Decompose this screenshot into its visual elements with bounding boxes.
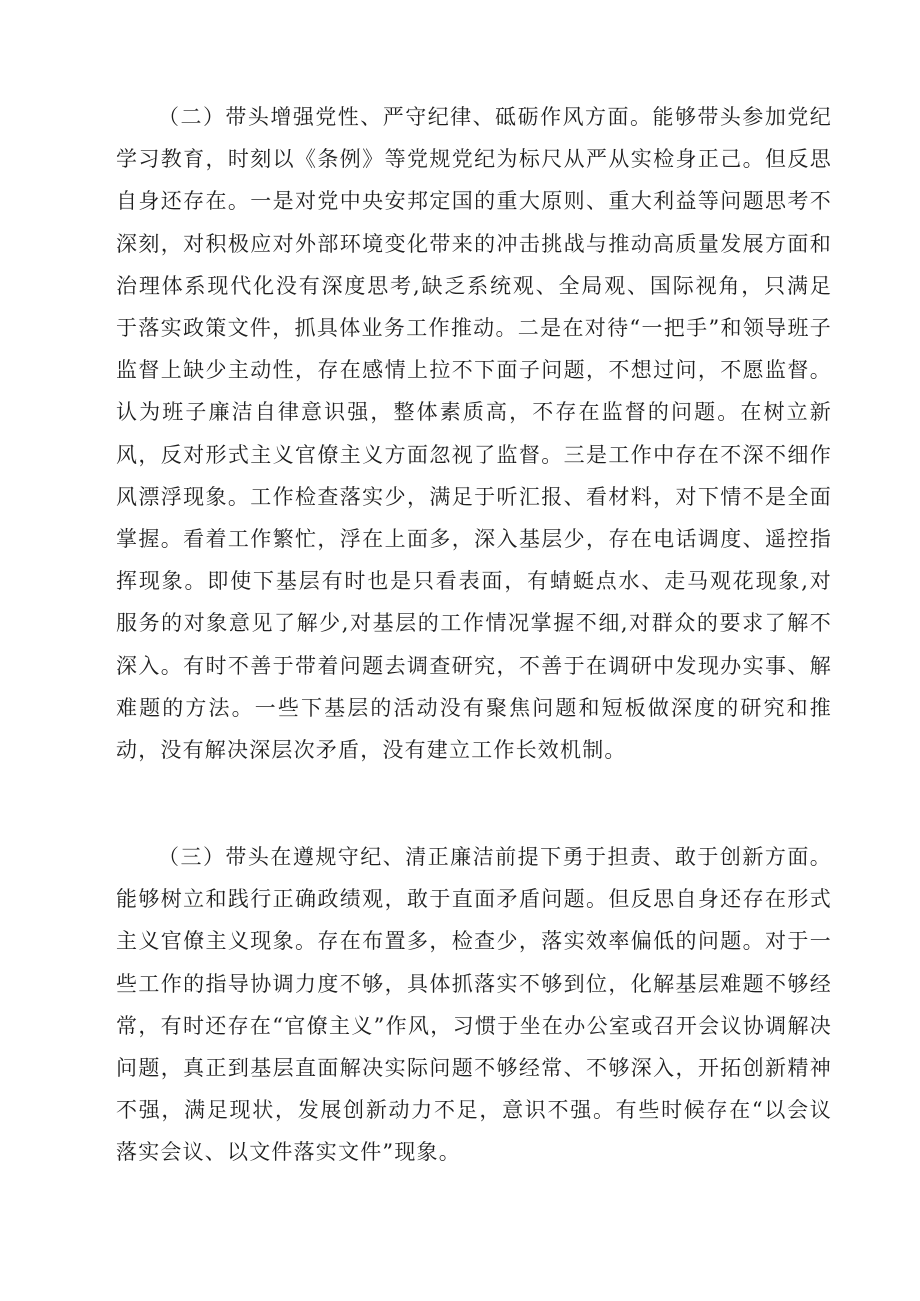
section-three-paragraph-block — [116, 836, 832, 1174]
section-three-paragraph: （三）带头在遵规守纪、清正廉洁前提下勇于担责、敢于创新方面。能够树立和践行正确政绩观，敢于直面矛盾问题。但反思自身还存在形式主义官僚主义现象。存在布置多，检查少，落实效率偏低的问题。对于一些工作的指导协调力度不够，具体抓落实不够到位，化解基层难题不够经常，有时还存在“官僚主义”作风，习惯于坐在办公室或召开会议协调解决问题，真正到基层直面解决实际问题不够经常、不够深入，开拓创新精神不强，满足现状，发展创新动力不足，意识不强。有些时候存在“以会议落实会议、以文件落实文件”现象。 — [116, 845, 832, 1165]
section-two-paragraph-block — [116, 96, 832, 771]
section-two-paragraph: （二）带头增强党性、严守纪律、砥砺作风方面。能够带头参加党纪学习教育，时刻以《条例》等党规党纪为标尺从严从实检身正己。但反思自身还存在。一是对党中央安邦定国的重大原则、重大利益等问题思考不深刻，对积极应对外部环境变化带来的冲击挑战与推动高质量发展方面和治理体系现代化没有深度思考,缺乏系统观、全局观、国际视角，只满足于落实政策文件，抓具体业务工作推动。二是在对待“一把手”和领导班子监督上缺少主动性，存在感情上拉不下面子问题，不想过问，不愿监督。认为班子廉洁自律意识强，整体素质高，不存在监督的问题。在树立新风，反对形式主义官僚主义方面忽视了监督。三是工作中存在不深不细作风漂浮现象。工作检查落实少，满足于听汇报、看材料，对下情不是全面掌握。看着工作繁忙，浮在上面多，深入基层少，存在电话调度、遥控指挥现象。即使下基层有时也是只看表面，有蜻蜓点水、走马观花现象,对服务的对象意见了解少,对基层的工作情况掌握不细,对群众的要求了解不深入。有时不善于带着问题去调查研究，不善于在调研中发现办实事、解难题的方法。一些下基层的活动没有聚焦问题和短板做深度的研究和推动，没有解决深层次矛盾，没有建立工作长效机制。 — [116, 105, 832, 763]
